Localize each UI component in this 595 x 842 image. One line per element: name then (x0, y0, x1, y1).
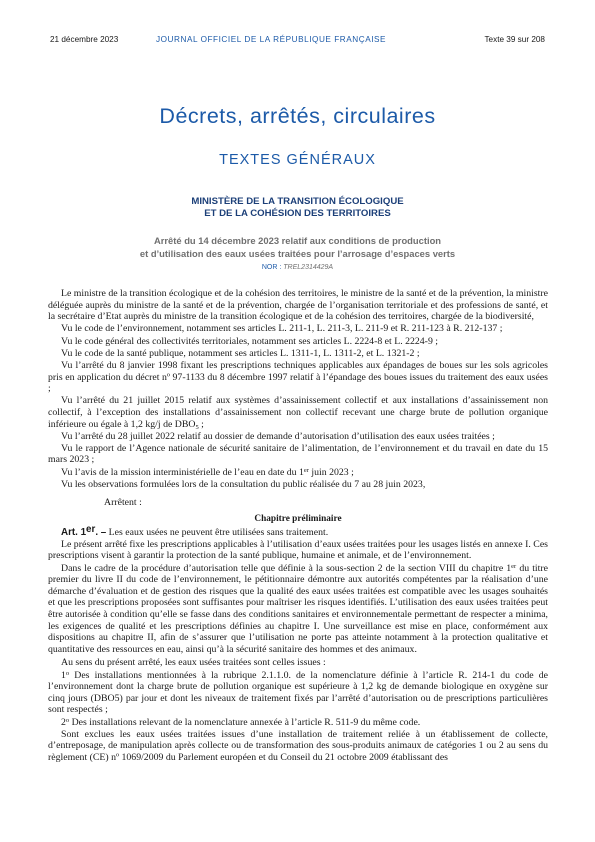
arrete-title (0, 235, 595, 260)
article-dash: . – (95, 526, 107, 538)
article-paragraph: Le présent arrêté fixe les prescriptions applicables à l’utilisation d’eaux usées traitées pour les usages listés en annexe I. Ces prescriptions visent à garantir la protection de la santé publique, humaine et animale, et de l’environnement. (48, 538, 548, 562)
text-run: Des installations relevant de la nomenclature annexée à l’article R. 511-9 du même code. (69, 716, 421, 728)
page-header (50, 35, 545, 47)
arretent-line: Arrêtent : (104, 497, 142, 509)
preamble-paragraph: Le ministre de la transition écologique et de la cohésion des territoires, le ministre de la santé et de la prévention, la ministre déléguée auprès du ministre de la santé et de la prévention, chargée de l’organisation territoriale et des professions de santé, et la secrétaire d’Etat auprès du ministre de la transition écologique et de la cohésion des territoires, chargée de la biodiversité, (48, 288, 548, 323)
text-run: du titre premier du livre II du code de l’environnement, le pétitionnaire démontre aux autorités compétentes par la réalisation d’une démarche d’évaluation et de gestion des risques que la qualité des eaux usées traitées est compatible avec les usages souhaités et que les prescriptions proposées sont suffisantes pour maîtriser les risques identifiés. L’utilisation des eaux usées traitées peut être autorisée à condition qu’elle se fasse dans des conditions sanitaires et environnementale permettant de respecter a minima, les exigences de qualité et les prescriptions définies au chapitre I. Une surveillance est mise en place, conformément aux dispositions au chapitre II, afin de s’assurer que l’utilisation ne porte pas atteinte notamment à la protection qualitative et quantitative des ressources en eau, ainsi qu’à la sécurité sanitaire des hommes et des animaux. (48, 562, 548, 655)
arrete-title-line-1: Arrêté du 14 décembre 2023 relatif aux conditions de production (153, 235, 442, 246)
text-run: Vu l’avis de la mission interministérielle de l’eau en date du 1 (61, 466, 304, 478)
visa-paragraph (48, 467, 548, 479)
text-run: ; (198, 418, 204, 430)
header-text-number: Texte 39 sur 208 (484, 35, 545, 44)
nor-label: NOR : (261, 264, 282, 271)
header-journal-title: JOURNAL OFFICIEL DE LA RÉPUBLIQUE FRANÇAISE (156, 35, 387, 44)
visa-paragraph: Vu le code général des collectivités territoriales, notamment ses articles L. 2224-8 et L. 2224-9 ; (61, 335, 439, 347)
article-1 (48, 523, 548, 539)
superscript: o (65, 669, 70, 677)
text-run: Des installations mentionnées à la rubrique 2.1.1.0. de la nomenclature définie à l’article R. 214-1 du code de l’environnement dont la charge brute de pollution organique est supérieure à 1,2 kg de demande biologique en oxygène sur cinq jours (DBO5) par jour et dont les niveaux de traitement fixés par l’arrêté d’autorisation ou de prescriptions particulières sont respectés ; (48, 669, 548, 716)
article-text: Les eaux usées ne peuvent être utilisées sans traitement. (106, 526, 329, 538)
text-run: Dans le cadre de la procédure d’autorisation telle que définie à la sous-section 2 de la section VIII du chapitre 1 (61, 562, 512, 574)
nor-code: TREL2314429A (283, 264, 334, 271)
nor-reference (0, 264, 595, 271)
ministry-line-2: ET DE LA COHÉSION DES TERRITOIRES (204, 207, 391, 219)
visa-paragraph: Vu l’arrêté du 8 janvier 1998 fixant les prescriptions techniques applicables aux épandages de boues sur les sols agricoles pris en application du décret nº 97-1133 du 8 décembre 1997 relatif à l’épandage des boues issues du traitement des eaux usées ; (48, 359, 548, 395)
subscript: 5 (195, 423, 199, 431)
visa-paragraph: Vu l’arrêté du 28 juillet 2022 relatif au dossier de demande d’autorisation d’utilisation des eaux usées traitées ; (61, 430, 495, 442)
superscript: o (65, 716, 70, 724)
chapter-heading: Chapitre préliminaire (254, 514, 342, 525)
arrete-title-line-2: et d’utilisation des eaux usées traitées pour l’arrosage d’espaces verts (139, 247, 456, 259)
article-paragraph (48, 563, 548, 656)
article-paragraph: Au sens du présent arrêté, les eaux usées traitées sont celles issues : (61, 657, 326, 669)
superscript: er (511, 562, 517, 570)
text-run: 1 (61, 669, 66, 681)
visa-paragraph: Vu les observations formulées lors de la consultation du public réalisée du 7 au 28 juin 2023, (61, 478, 426, 490)
text-run: Vu l’arrêté du 21 juillet 2015 relatif aux systèmes d’assainissement collectif et aux installations d’assainissement non collectif, à l’exception des installations d’assainissement non collectif recevant une charge brute de pollution organique inférieure ou égale à 1,2 kg/j de DBO (48, 395, 548, 430)
article-number: Art. 1 (61, 526, 87, 538)
article-paragraph: Sont exclues les eaux usées traitées issues d’une installation de traitement reliée à un établissement de collecte, d’entreposage, de manipulation après collecte ou de transformation des sous-produits animaux de catégories 1 ou 2 au sens du règlement (CE) nº 1069/2009 du Parlement européen et du Conseil du 21 octobre 2009 établissant des (48, 728, 548, 763)
ministry-line-1: MINISTÈRE DE LA TRANSITION ÉCOLOGIQUE (191, 196, 404, 207)
header-date: 21 décembre 2023 (50, 35, 119, 44)
section-title: Décrets, arrêtés, circulaires (159, 104, 436, 128)
list-item (48, 670, 548, 716)
text-run: juin 2023 ; (308, 466, 354, 478)
superscript: er (303, 466, 309, 474)
visa-paragraph: Vu le code de l’environnement, notamment ses articles L. 211-1, L. 211-3, L. 211-9 et R. 211-123 à R. 212-137 ; (61, 323, 503, 335)
ministry-heading (0, 196, 595, 219)
subsection-title: TEXTES GÉNÉRAUX (219, 152, 376, 168)
visa-paragraph: Vu le code de la santé publique, notamment ses articles L. 1311-1, L. 1311-2, et L. 1321-2 ; (61, 347, 420, 359)
visa-paragraph (48, 395, 548, 430)
superscript: er (86, 523, 96, 535)
visa-paragraph: Vu le rapport de l’Agence nationale de sécurité sanitaire de l’alimentation, de l’environnement et du travail en date du 15 mars 2023 ; (48, 442, 548, 466)
list-item (48, 717, 548, 729)
document-body (48, 288, 548, 763)
text-run: 2 (61, 716, 66, 728)
